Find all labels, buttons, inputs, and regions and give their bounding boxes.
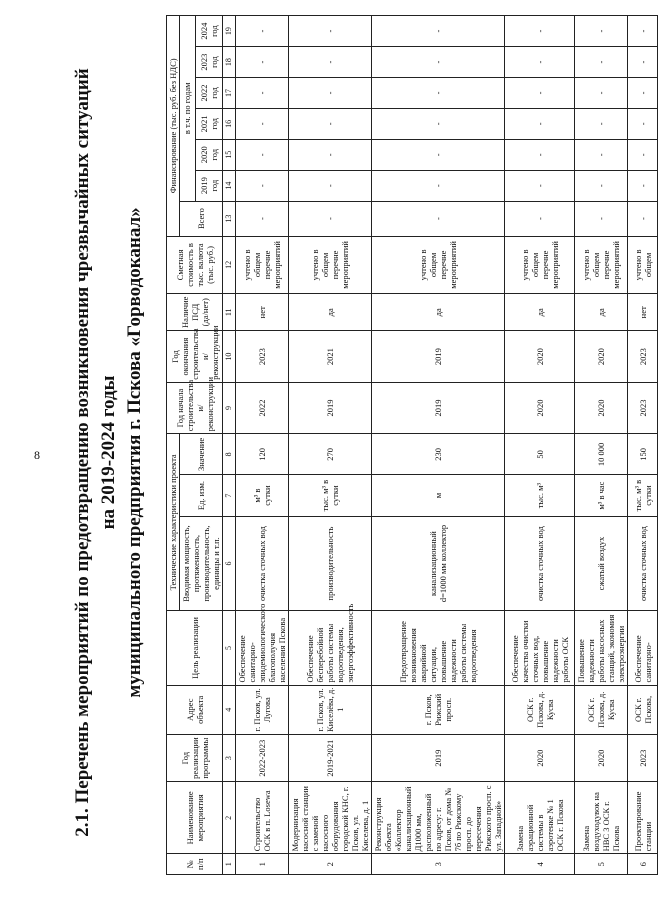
- cell-object-address: ОСК г. Пскова,: [628, 685, 658, 734]
- cell-start-year: 2023: [628, 382, 658, 433]
- cell-tech-value: 50: [505, 434, 575, 475]
- cell-row-number: 5: [575, 854, 628, 875]
- header-year-2021: 2021 год: [195, 108, 222, 139]
- col-number: 17: [223, 78, 236, 109]
- cell-row-number: 2: [289, 854, 372, 875]
- cell-fin-2020: -: [372, 139, 505, 170]
- cell-fin-2023: -: [628, 47, 658, 78]
- col-number: 10: [223, 331, 236, 382]
- title-line-2: на 2019-2024 годы: [98, 375, 119, 530]
- cell-measure-name: Проектирование станции: [628, 782, 658, 854]
- header-year-2020: 2020 год: [195, 139, 222, 170]
- cell-measure-name: Строительство ОСК в п. Losewa: [236, 782, 289, 854]
- table-body: [236, 16, 658, 875]
- cell-goal: Предотвращение возникновения аварийной ситуации, повышение надежности работы системы водоотведения: [372, 611, 505, 685]
- header-start-year: Год начала строительства и/реконструкции: [167, 382, 223, 433]
- header-tech-value: Значение: [180, 434, 223, 475]
- col-number: 18: [223, 47, 236, 78]
- cell-goal: Повышение надежности работы насосных станций, экономия электроэнергии: [575, 611, 628, 685]
- cell-fin-2024: -: [289, 16, 372, 47]
- header-year-2023: 2023 год: [195, 47, 222, 78]
- header-tech-param: Вводимая мощность, протяженность, производительность, единицы и т.п.: [180, 516, 223, 611]
- col-number: 11: [223, 294, 236, 331]
- cell-cost: учтено в общем: [628, 236, 658, 294]
- cell-tech-param: очистка сточных вод: [236, 516, 289, 611]
- cell-fin-2021: -: [505, 108, 575, 139]
- cell-goal: Обеспечение санитарно-эпидемиологического благополучия населения Пскова: [236, 611, 289, 685]
- cell-end-year: 2021: [289, 331, 372, 382]
- measures-table: [166, 15, 658, 875]
- col-number: 9: [223, 382, 236, 433]
- cell-fin-2019: -: [575, 170, 628, 201]
- cell-fin-2022: -: [289, 78, 372, 109]
- cell-fin-2022: -: [628, 78, 658, 109]
- table-row: [505, 16, 575, 875]
- cell-fin-2019: -: [628, 170, 658, 201]
- cell-fin-2023: -: [575, 47, 628, 78]
- cell-tech-unit: тыс. м³: [505, 475, 575, 516]
- cell-fin-2020: -: [575, 139, 628, 170]
- header-tech-unit: Ед. изм.: [180, 475, 223, 516]
- cell-tech-param: очистка сточных вод: [505, 516, 575, 611]
- cell-fin-2022: -: [575, 78, 628, 109]
- cell-object-address: ОСК г. Пскова, д. Кусва: [505, 685, 575, 734]
- cell-tech-unit: м³ в час: [575, 475, 628, 516]
- cell-tech-value: 270: [289, 434, 372, 475]
- cell-fin-2019: -: [372, 170, 505, 201]
- cell-cost: учтено в общем перечне мероприятий: [372, 236, 505, 294]
- header-year-2024: 2024 год: [195, 16, 222, 47]
- cell-fin-2024: -: [575, 16, 628, 47]
- header-year-2019: 2019 год: [195, 170, 222, 201]
- title-line-3: муниципального предприятия г. Пскова «Горводоканал»: [124, 207, 145, 698]
- cell-fin-2022: -: [236, 78, 289, 109]
- title-line-1: 2.1. Перечень мероприятий по предотвращению возникновения чрезвычайных ситуаций: [72, 68, 93, 837]
- cell-psd: да: [505, 294, 575, 331]
- cell-start-year: 2020: [505, 382, 575, 433]
- header-address: Адрес объекта: [167, 685, 223, 734]
- cell-fin-2024: -: [236, 16, 289, 47]
- cell-fin-2020: -: [236, 139, 289, 170]
- table-row: [289, 16, 372, 875]
- cell-tech-unit: м: [372, 475, 505, 516]
- cell-tech-value: 230: [372, 434, 505, 475]
- cell-fin-2019: -: [289, 170, 372, 201]
- cell-fin-2023: -: [236, 47, 289, 78]
- cell-psd: да: [289, 294, 372, 331]
- cell-tech-unit: тыс. м³ в сутки: [628, 475, 658, 516]
- header-financing-group: Финансирование (тыс. руб. без НДС): [167, 16, 180, 237]
- cell-program-years: 2023: [628, 734, 658, 781]
- cell-tech-param: сжатый воздух: [575, 516, 628, 611]
- cell-fin-2023: -: [372, 47, 505, 78]
- col-number: 8: [223, 434, 236, 475]
- cell-fin-2020: -: [628, 139, 658, 170]
- header-end-year: Год окончания строительства и/реконструкции: [167, 331, 223, 382]
- cell-fin-total: -: [575, 201, 628, 236]
- cell-cost: учтено в общем перечне мероприятий: [236, 236, 289, 294]
- document-title: [70, 0, 148, 905]
- cell-fin-total: -: [628, 201, 658, 236]
- cell-cost: учтено в общем перечне мероприятий: [575, 236, 628, 294]
- cell-end-year: 2023: [628, 331, 658, 382]
- cell-row-number: 1: [236, 854, 289, 875]
- cell-fin-2021: -: [628, 108, 658, 139]
- col-number: 12: [223, 236, 236, 294]
- cell-goal: Обеспечение качества очистки сточных вод, повышение надежности работы ОСК: [505, 611, 575, 685]
- cell-object-address: г. Псков, Рижский просп.: [372, 685, 505, 734]
- cell-row-number: 6: [628, 854, 658, 875]
- cell-fin-2021: -: [236, 108, 289, 139]
- cell-fin-2024: -: [505, 16, 575, 47]
- cell-fin-total: -: [505, 201, 575, 236]
- cell-psd: нет: [236, 294, 289, 331]
- col-number: 15: [223, 139, 236, 170]
- cell-fin-2020: -: [505, 139, 575, 170]
- cell-fin-2019: -: [505, 170, 575, 201]
- measures-table-wrapper: [166, 15, 658, 875]
- cell-fin-2021: -: [372, 108, 505, 139]
- cell-row-number: 4: [505, 854, 575, 875]
- col-number: 16: [223, 108, 236, 139]
- cell-fin-2021: -: [289, 108, 372, 139]
- cell-psd: нет: [628, 294, 658, 331]
- cell-fin-2019: -: [236, 170, 289, 201]
- cell-tech-unit: тыс. м³ в сутки: [289, 475, 372, 516]
- cell-fin-2024: -: [628, 16, 658, 47]
- cell-fin-2021: -: [575, 108, 628, 139]
- cell-fin-2022: -: [372, 78, 505, 109]
- col-number: 3: [223, 734, 236, 781]
- cell-end-year: 2020: [505, 331, 575, 382]
- cell-fin-2023: -: [505, 47, 575, 78]
- header-fin-by-years: в т.ч. по годам: [180, 16, 196, 202]
- col-number: 14: [223, 170, 236, 201]
- cell-row-number: 3: [372, 854, 505, 875]
- cell-psd: да: [575, 294, 628, 331]
- cell-measure-name: Замена аэрационной системы в аэротенке № 1 ОСК г. Пскова: [505, 782, 575, 854]
- col-number: 5: [223, 611, 236, 685]
- cell-end-year: 2019: [372, 331, 505, 382]
- cell-tech-value: 120: [236, 434, 289, 475]
- cell-start-year: 2020: [575, 382, 628, 433]
- cell-fin-total: -: [289, 201, 372, 236]
- cell-object-address: г. Псков, ул. Лугова: [236, 685, 289, 734]
- table-row: [372, 16, 505, 875]
- table-row: [628, 16, 658, 875]
- col-number: 7: [223, 475, 236, 516]
- cell-program-years: 2019: [372, 734, 505, 781]
- cell-program-years: 2022-2023: [236, 734, 289, 781]
- header-name: Наименование мероприятия: [167, 782, 223, 854]
- cell-object-address: г. Псков, ул. Киселёва, д. 1: [289, 685, 372, 734]
- cell-end-year: 2023: [236, 331, 289, 382]
- table-row: [236, 16, 289, 875]
- header-year-2022: 2022 год: [195, 78, 222, 109]
- cell-fin-total: -: [372, 201, 505, 236]
- header-cost: Сметная стоимость в тыс. валюта (тыс. руб.): [167, 236, 223, 294]
- cell-psd: да: [372, 294, 505, 331]
- cell-measure-name: Замена воздуходувок на НВС 3 ОСК г. Пскова: [575, 782, 628, 854]
- cell-start-year: 2019: [289, 382, 372, 433]
- column-number-row: [223, 16, 236, 875]
- cell-goal: Обеспечение санитарно-: [628, 611, 658, 685]
- cell-tech-unit: м³ в сутки: [236, 475, 289, 516]
- cell-fin-2020: -: [289, 139, 372, 170]
- page-number: 8: [34, 448, 40, 462]
- col-number: 6: [223, 516, 236, 611]
- col-number: 4: [223, 685, 236, 734]
- cell-goal: Обеспечение бесперебойной работы системы водоотведения, энергоэффективность: [289, 611, 372, 685]
- cell-end-year: 2020: [575, 331, 628, 382]
- cell-tech-value: 150: [628, 434, 658, 475]
- col-number: 13: [223, 201, 236, 236]
- cell-program-years: 2019-2021: [289, 734, 372, 781]
- cell-start-year: 2019: [372, 382, 505, 433]
- cell-fin-2023: -: [289, 47, 372, 78]
- cell-tech-value: 10 000: [575, 434, 628, 475]
- cell-tech-param: производительность: [289, 516, 372, 611]
- header-row-1: [167, 16, 180, 875]
- header-psd: Наличие ПСД (да/нет): [167, 294, 223, 331]
- table-row: [575, 16, 628, 875]
- cell-start-year: 2022: [236, 382, 289, 433]
- cell-measure-name: Реконструкция объекта «Коллектор канализационный Д1000 мм, расположенный по адресу: г. Псков, от дома № 7б по Рижскому просп. до пересечения Рижского просп. с ул. Западной»: [372, 782, 505, 854]
- cell-object-address: ОСК г. Пскова, д. Кусва: [575, 685, 628, 734]
- col-number: 1: [223, 854, 236, 875]
- cell-cost: учтено в общем перечне мероприятий: [289, 236, 372, 294]
- col-number: 19: [223, 16, 236, 47]
- cell-tech-param: канализационный d=1000 мм коллектор: [372, 516, 505, 611]
- header-years: Год реализации программы: [167, 734, 223, 781]
- cell-fin-2022: -: [505, 78, 575, 109]
- col-number: 2: [223, 782, 236, 854]
- header-tech-group: Технические характеристики проекта: [167, 434, 180, 611]
- cell-program-years: 2020: [575, 734, 628, 781]
- header-goal: Цель реализации: [167, 611, 223, 685]
- cell-cost: учтено в общем перечне мероприятий: [505, 236, 575, 294]
- header-num: № п/п: [167, 854, 223, 875]
- cell-fin-total: -: [236, 201, 289, 236]
- cell-tech-param: очистка сточных вод: [628, 516, 658, 611]
- cell-fin-2024: -: [372, 16, 505, 47]
- header-fin-total: Всего: [180, 201, 223, 236]
- cell-program-years: 2020: [505, 734, 575, 781]
- cell-measure-name: Модернизация насосной станции с заменой насосного оборудования городской КНС, г. Псков, ул. Киселева, д. 1: [289, 782, 372, 854]
